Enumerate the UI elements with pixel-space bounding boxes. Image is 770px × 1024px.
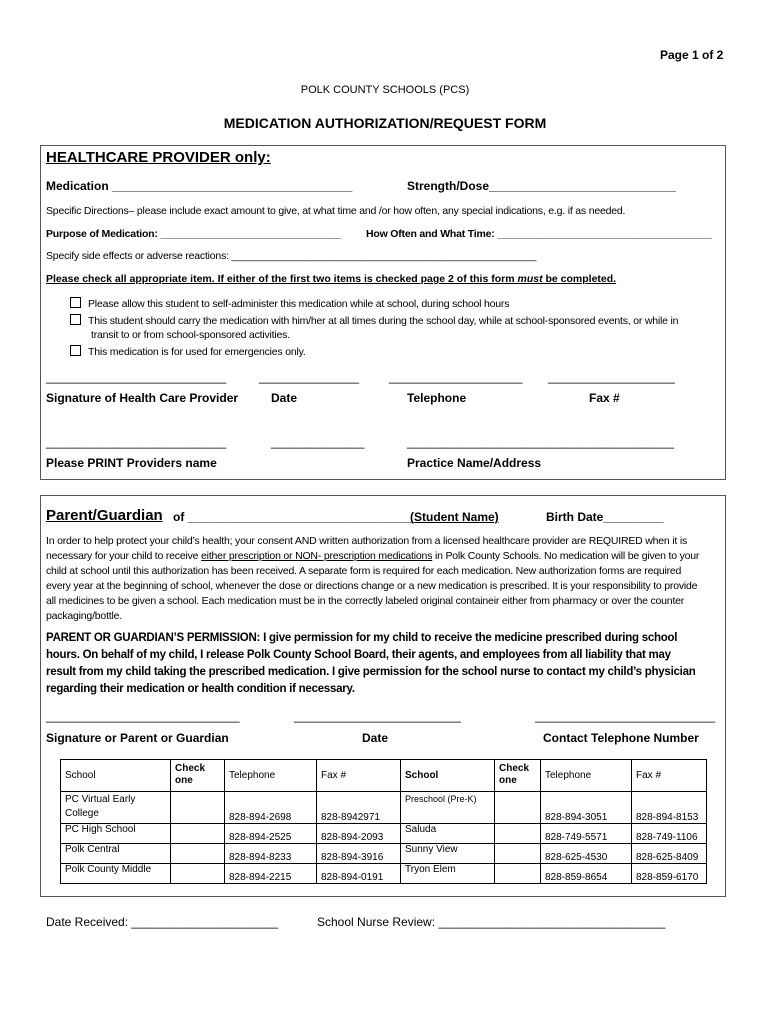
provider-signature-line[interactable]: ___________________________ xyxy=(46,370,227,384)
col-check: Check one xyxy=(171,760,225,792)
provider-date-line[interactable]: _______________ xyxy=(259,370,360,384)
telephone-cell: 828-894-2525 xyxy=(225,824,317,844)
strength-dose-field[interactable]: Strength/Dose____________________________ xyxy=(407,179,676,193)
check-cell[interactable] xyxy=(171,824,225,844)
telephone-cell: 828-859-8654 xyxy=(541,864,632,884)
col-fax: Fax # xyxy=(317,760,401,792)
col-check-b: Check one xyxy=(495,760,541,792)
provider-signature-label: Signature of Health Care Provider xyxy=(46,391,239,405)
fax-cell: 828-894-2093 xyxy=(317,824,401,844)
consent-text: necessary for your child to receive xyxy=(46,550,202,562)
fax-cell: 828-625-8409 xyxy=(632,844,707,864)
consent-line-6: packaging/bottle. xyxy=(46,610,122,622)
check-instructions xyxy=(46,273,616,285)
telephone-cell: 828-625-4530 xyxy=(541,844,632,864)
table-row xyxy=(61,792,707,824)
option-carry-cont: transit to or from school-sponsored activities. xyxy=(91,329,290,341)
school-name: PC High School xyxy=(61,824,171,844)
parent-date-line[interactable]: _________________________ xyxy=(294,709,461,723)
option-label: This medication is for used for emergencies only. xyxy=(88,346,306,358)
school-name: Polk Central xyxy=(61,844,171,864)
provider-telephone-label: Telephone xyxy=(407,391,467,405)
check-cell[interactable] xyxy=(171,792,225,824)
org-name: POLK COUNTY SCHOOLS (PCS) xyxy=(300,84,470,96)
table-row xyxy=(61,864,707,884)
consent-text: in Polk County Schools. No medication will be given to your xyxy=(432,550,700,562)
fax-cell: 828-894-0191 xyxy=(317,864,401,884)
check-cell[interactable] xyxy=(495,824,541,844)
school-name: Polk County Middle xyxy=(61,864,171,884)
checkbox-icon[interactable] xyxy=(70,345,81,356)
purpose-field[interactable]: Purpose of Medication: ________________________________ xyxy=(46,228,341,240)
telephone-cell: 828-894-2215 xyxy=(225,864,317,884)
fax-cell: 828-749-1106 xyxy=(632,824,707,844)
provider-date-label: Date xyxy=(271,391,298,405)
schools-table xyxy=(60,759,707,884)
practice-address-line[interactable]: ________________________________________ xyxy=(407,435,674,449)
permission-line-4: regarding their medication or health condition if necessary. xyxy=(46,683,355,695)
parent-signature-label: Signature or Parent or Guardian xyxy=(46,731,229,745)
how-often-field[interactable]: How Often and What Time: ______________________________________ xyxy=(366,228,712,240)
telephone-cell: 828-894-8233 xyxy=(225,844,317,864)
provider-telephone-line[interactable]: ____________________ xyxy=(389,370,523,384)
school-name: Preschool (Pre-K) xyxy=(401,792,495,824)
consent-underlined: either prescription or NON- prescription medications xyxy=(201,550,433,562)
permission-line-1: PARENT OR GUARDIAN’S PERMISSION: I give permission for my child to receive the medicine prescribed during school xyxy=(46,632,678,644)
parent-date-label: Date xyxy=(362,731,389,745)
check-cell[interactable] xyxy=(495,844,541,864)
consent-line-3: child at school until this authorization has been received. A separate form is required for each medication. New authorization forms are required xyxy=(46,565,682,577)
check-instr-must: must xyxy=(517,273,543,285)
col-school-b: School xyxy=(401,760,495,792)
print-name-label: Please PRINT Providers name xyxy=(46,456,217,470)
nurse-review-field[interactable]: School Nurse Review: __________________________________ xyxy=(317,915,666,929)
school-name: PC Virtual Early College xyxy=(61,792,171,824)
specific-directions: Specific Directions– please include exact amount to give, at what time and /or how often, any special indications, e.g. if as needed. xyxy=(46,205,626,217)
date-received-field[interactable]: Date Received: ______________________ xyxy=(46,915,279,929)
option-label: This student should carry the medication with him/her at all times during the school day, while at school-sponsored events, or while in xyxy=(88,315,679,327)
check-instr-text: Please check all appropriate item. If either of the first two items is checked page 2 of this form xyxy=(46,273,518,285)
consent-line-1: In order to help protect your child’s health; your consent AND written authorization from a licensed healthcare provider are REQUIRED when it is xyxy=(46,535,688,547)
student-name-label: (Student Name) xyxy=(410,510,499,524)
provider-fax-label: Fax # xyxy=(589,391,620,405)
col-school: School xyxy=(61,760,171,792)
table-header-row xyxy=(61,760,707,792)
parent-signature-line[interactable]: _____________________________ xyxy=(46,709,240,723)
provider-fax-line[interactable]: ___________________ xyxy=(548,370,675,384)
check-cell[interactable] xyxy=(171,844,225,864)
school-name: Tryon Elem xyxy=(401,864,495,884)
col-telephone-b: Telephone xyxy=(541,760,632,792)
check-cell[interactable] xyxy=(495,792,541,824)
school-name: Sunny View xyxy=(401,844,495,864)
check-instr-end: be completed. xyxy=(542,273,617,285)
page-number: Page 1 of 2 xyxy=(660,48,724,62)
check-cell[interactable] xyxy=(171,864,225,884)
consent-line-2 xyxy=(46,550,699,562)
permission-line-3: result from my child taking the prescribed medication. I give permission for the school nurse to contact my child’s physician xyxy=(46,666,696,678)
telephone-cell: 828-749-5571 xyxy=(541,824,632,844)
parent-heading: Parent/Guardian xyxy=(46,507,163,524)
option-self-administer[interactable] xyxy=(70,297,509,310)
fax-cell: 828-894-8153 xyxy=(632,792,707,824)
col-fax-b: Fax # xyxy=(632,760,707,792)
checkbox-icon[interactable] xyxy=(70,297,81,308)
medication-field[interactable]: Medication ____________________________________ xyxy=(46,179,353,193)
telephone-cell: 828-894-3051 xyxy=(541,792,632,824)
school-name: Saluda xyxy=(401,824,495,844)
provider-section xyxy=(40,145,726,480)
checkbox-icon[interactable] xyxy=(70,314,81,325)
provider-print-name-line[interactable]: ___________________________ xyxy=(46,435,227,449)
option-carry[interactable] xyxy=(70,314,678,327)
permission-line-2: hours. On behalf of my child, I release Polk County School Board, their agents, and employees from all liability that may xyxy=(46,649,671,661)
parent-phone-label: Contact Telephone Number xyxy=(543,731,699,745)
fax-cell: 828-894-3916 xyxy=(317,844,401,864)
form-title: MEDICATION AUTHORIZATION/REQUEST FORM xyxy=(223,115,547,131)
telephone-cell: 828-894-2698 xyxy=(225,792,317,824)
fax-cell: 828-8942971 xyxy=(317,792,401,824)
birth-date-field[interactable]: Birth Date_________ xyxy=(546,510,664,524)
table-row xyxy=(61,824,707,844)
student-name-field[interactable]: of ___________________________________ xyxy=(173,510,422,524)
provider-print-date-line[interactable]: ______________ xyxy=(271,435,365,449)
consent-line-5: all medicines to be given a school. Each medication must be in the correctly labeled original containeir either from pharmacy or over the counter xyxy=(46,595,685,607)
consent-line-4: every year at the beginning of school, whenever the dose or directions change or a new medication is prescribed. It is your responsibility to provide xyxy=(46,580,698,592)
col-telephone: Telephone xyxy=(225,760,317,792)
check-cell[interactable] xyxy=(495,864,541,884)
practice-address-label: Practice Name/Address xyxy=(407,456,542,470)
side-effects-field[interactable]: Specify side effects or adverse reactions: ______________________________________________________ xyxy=(46,250,537,262)
option-label: Please allow this student to self-administer this medication while at school, during school hours xyxy=(88,298,510,310)
table-row xyxy=(61,844,707,864)
fax-cell: 828-859-6170 xyxy=(632,864,707,884)
parent-phone-line[interactable]: ___________________________ xyxy=(535,709,716,723)
provider-heading: HEALTHCARE PROVIDER only: xyxy=(46,149,271,166)
option-emergency[interactable] xyxy=(70,345,306,358)
